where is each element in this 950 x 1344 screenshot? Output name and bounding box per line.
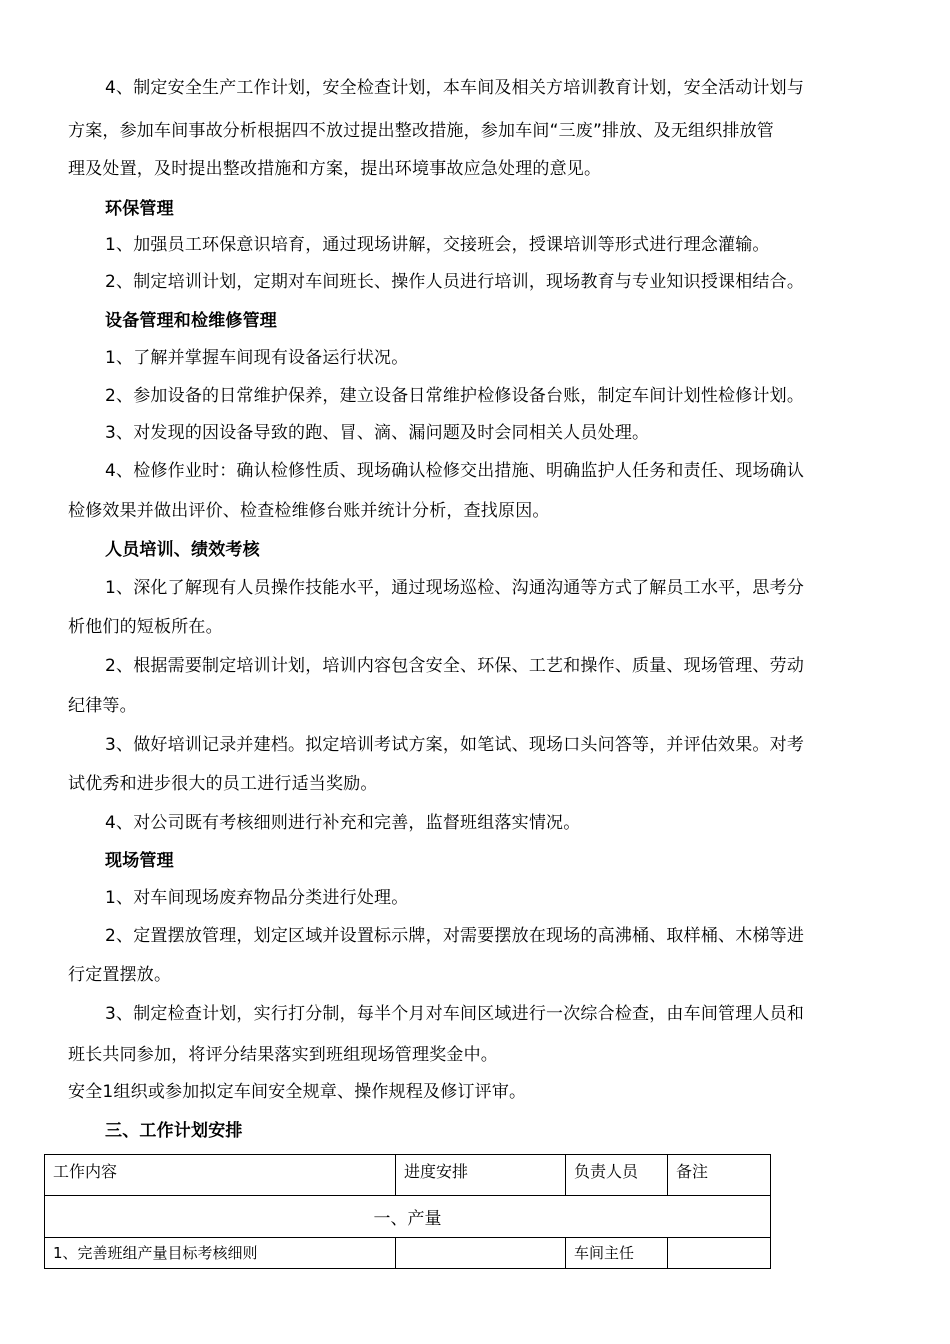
list-item: 2、根据需要制定培训计划，培训内容包含安全、环保、工艺和操作、质量、现场管理、劳动 — [105, 656, 805, 676]
list-item: 4、对公司既有考核细则进行补充和完善，监督班组落实情况。 — [105, 813, 581, 833]
list-item: 2、制定培训计划，定期对车间班长、操作人员进行培训，现场教育与专业知识授课相结合。 — [105, 272, 805, 292]
paragraph-line: 4、制定安全生产工作计划，安全检查计划，本车间及相关方培训教育计划，安全活动计划与 — [105, 78, 805, 98]
paragraph-line: 方案，参加车间事故分析根据四不放过提出整改措施，参加车间“三废”排放、及无组织排放管 — [68, 121, 775, 141]
header-cell-schedule: 进度安排 — [396, 1155, 566, 1196]
section-heading-training: 人员培训、绩效考核 — [105, 540, 260, 560]
section-heading-site: 现场管理 — [105, 851, 174, 871]
list-item: 1、加强员工环保意识培育，通过现场讲解，交接班会，授课培训等形式进行理念灌输。 — [105, 235, 770, 255]
work-plan-table — [44, 1154, 771, 1269]
list-item: 1、了解并掌握车间现有设备运行状况。 — [105, 348, 409, 368]
plan-title: 三、工作计划安排 — [105, 1121, 243, 1141]
list-item-continued: 检修效果并做出评价、检查检维修台账并统计分析，查找原因。 — [68, 501, 550, 521]
list-item: 3、对发现的因设备导致的跑、冒、滴、漏问题及时会同相关人员处理。 — [105, 423, 650, 443]
list-item-continued: 纪律等。 — [68, 696, 137, 716]
section-heading-equipment: 设备管理和检维修管理 — [105, 311, 277, 331]
header-cell-remarks: 备注 — [668, 1155, 771, 1196]
list-item: 3、做好培训记录并建档。拟定培训考试方案，如笔试、现场口头问答等，并评估效果。对考 — [105, 735, 805, 755]
list-item: 1、深化了解现有人员操作技能水平，通过现场巡检、沟通沟通等方式了解员工水平，思考分 — [105, 578, 805, 598]
list-item: 1、对车间现场废弃物品分类进行处理。 — [105, 888, 409, 908]
table-cell — [668, 1238, 771, 1269]
safety-line: 安全1组织或参加拟定车间安全规章、操作规程及修订评审。 — [68, 1082, 527, 1102]
list-item: 2、参加设备的日常维护保养，建立设备日常维护检修设备台账，制定车间计划性检修计划。 — [105, 386, 805, 406]
header-cell-content: 工作内容 — [45, 1155, 396, 1196]
header-cell-owner: 负责人员 — [566, 1155, 668, 1196]
list-item-continued: 析他们的短板所在。 — [68, 617, 223, 637]
paragraph-line: 理及处置，及时提出整改措施和方案，提出环境事故应急处理的意见。 — [68, 159, 602, 179]
table-group-row — [45, 1196, 771, 1238]
list-item-continued: 行定置摆放。 — [68, 965, 172, 985]
table-cell — [396, 1238, 566, 1269]
list-item: 4、检修作业时：确认检修性质、现场确认检修交出措施、明确监护人任务和责任、现场确认 — [105, 461, 805, 481]
group-cell: 一、产量 — [45, 1196, 771, 1238]
list-item-continued: 试优秀和进步很大的员工进行适当奖励。 — [68, 774, 378, 794]
list-item: 3、制定检查计划，实行打分制，每半个月对车间区域进行一次综合检查，由车间管理人员和 — [105, 1004, 805, 1024]
table-cell: 1、完善班组产量目标考核细则 — [45, 1238, 396, 1269]
list-item-continued: 班长共同参加，将评分结果落实到班组现场管理奖金中。 — [68, 1045, 498, 1065]
table-header-row — [45, 1155, 771, 1196]
table-row — [45, 1238, 771, 1269]
table-cell: 车间主任 — [566, 1238, 668, 1269]
section-heading-env: 环保管理 — [105, 199, 174, 219]
list-item: 2、定置摆放管理，划定区域并设置标示牌，对需要摆放在现场的高沸桶、取样桶、木梯等进 — [105, 926, 805, 946]
